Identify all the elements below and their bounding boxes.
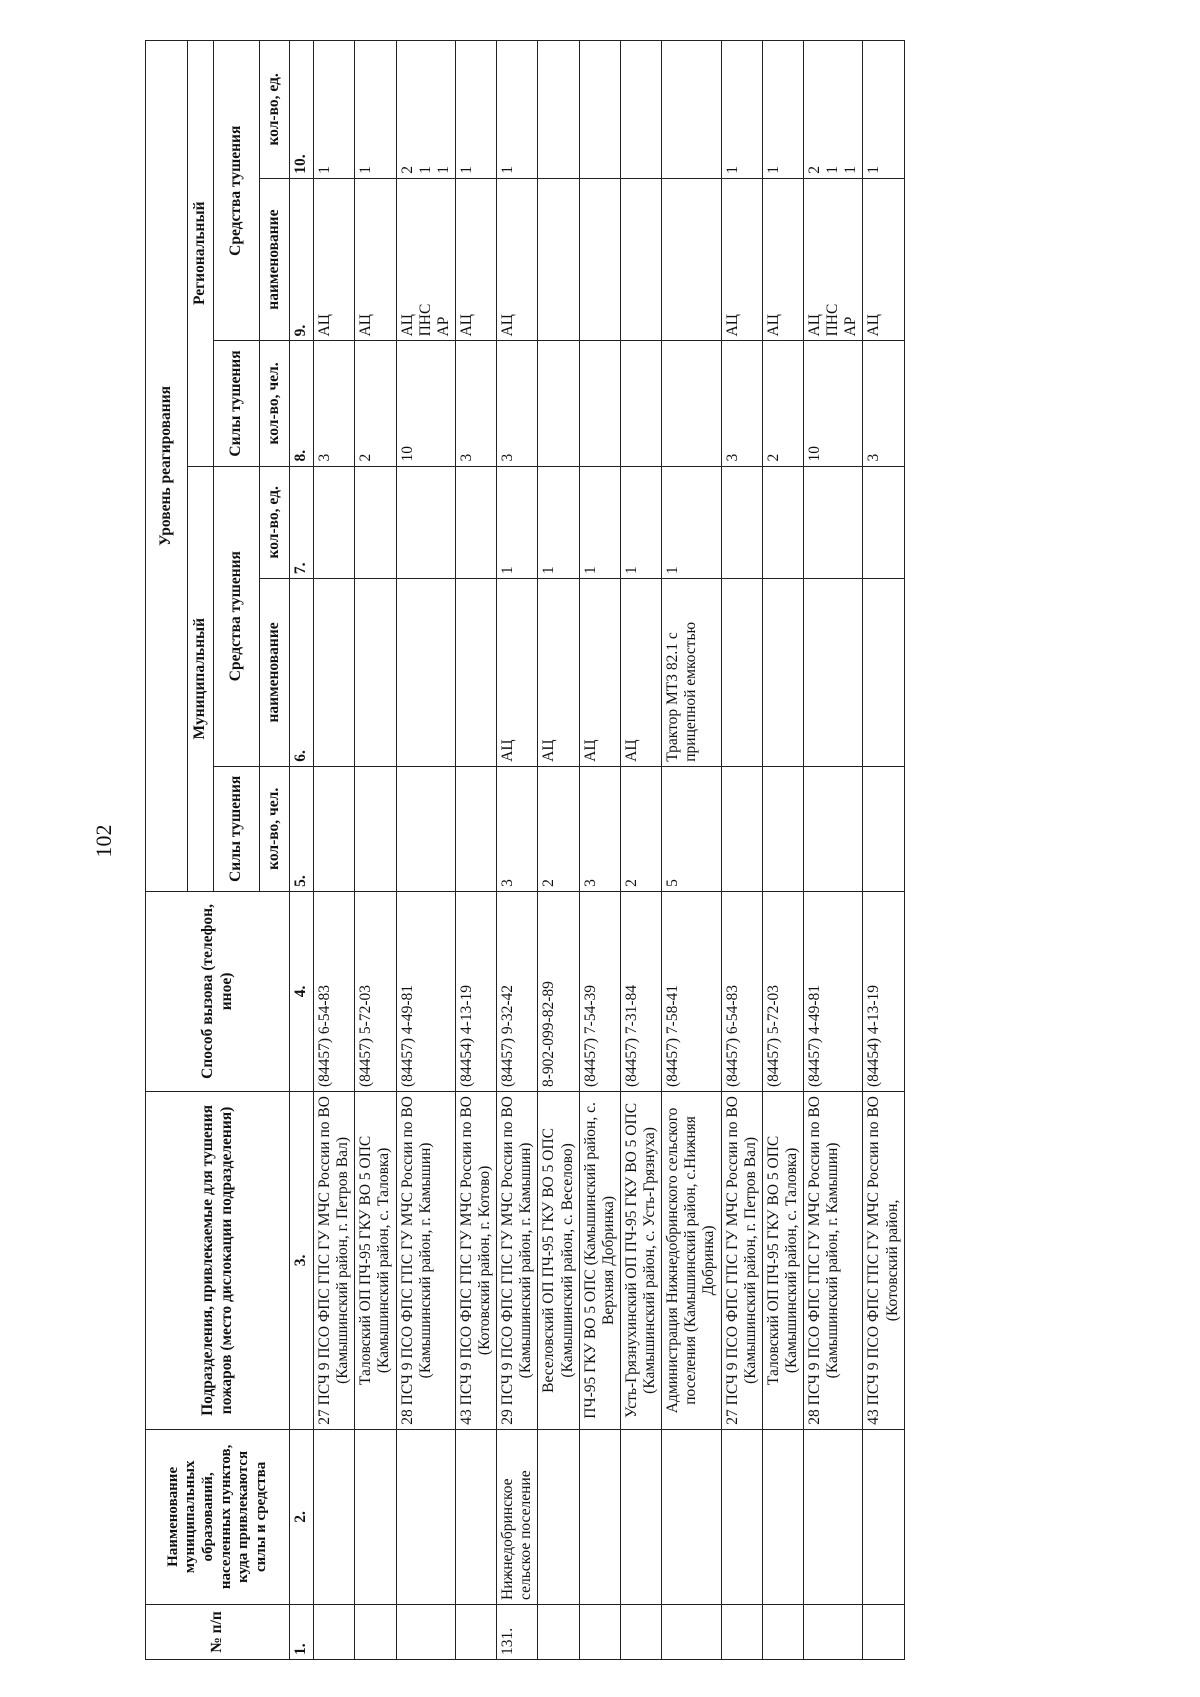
row-regional-means-qty: 1 xyxy=(721,41,762,179)
row-regional-people: 3 xyxy=(863,341,904,466)
row-municipal-means-qty xyxy=(863,466,904,579)
header-regional: Региональный xyxy=(188,41,214,467)
col-number: 6. xyxy=(290,579,314,767)
row-municipal-means-name xyxy=(314,579,355,767)
row-municipal-people xyxy=(804,766,863,891)
row-regional-means-qty: 1 xyxy=(314,41,355,179)
col-number: 9. xyxy=(290,178,314,341)
row-number xyxy=(455,1604,496,1659)
row-phone: (84454) 4-13-19 xyxy=(455,891,496,1091)
row-regional-people xyxy=(620,341,661,466)
table-row xyxy=(721,41,762,1660)
row-regional-people: 10 xyxy=(396,341,455,466)
col-number: 8. xyxy=(290,341,314,466)
row-regional-means-qty xyxy=(662,41,721,179)
row-municipal-means-name: АЦ xyxy=(538,579,579,767)
table-body xyxy=(314,41,905,1660)
row-regional-means-name xyxy=(538,178,579,341)
table-row xyxy=(620,41,661,1660)
table-row xyxy=(355,41,396,1660)
row-regional-means-name: АЦ ПНС АР xyxy=(804,178,863,341)
rotated-page xyxy=(145,40,1200,1660)
row-unit: 28 ПСЧ 9 ПСО ФПС ГПС ГУ МЧС России по ВО (Камышинский район, г. Камышин) xyxy=(804,1092,863,1430)
header-m-qty-units: кол-во, ед. xyxy=(260,466,290,579)
row-regional-people xyxy=(579,341,620,466)
row-phone: (84457) 4-49-81 xyxy=(396,891,455,1091)
row-regional-people xyxy=(538,341,579,466)
row-regional-means-qty: 1 xyxy=(863,41,904,179)
row-number xyxy=(804,1604,863,1659)
row-municipal-means-qty xyxy=(762,466,803,579)
row-regional-means-name: АЦ xyxy=(863,178,904,341)
header-r-name: наименование xyxy=(260,178,290,341)
col-number: 2. xyxy=(290,1429,314,1604)
row-number xyxy=(579,1604,620,1659)
row-phone: (84457) 5-72-03 xyxy=(762,891,803,1091)
row-municipal-means-qty xyxy=(314,466,355,579)
row-phone: (84457) 4-49-81 xyxy=(804,891,863,1091)
row-municipal-people xyxy=(455,766,496,891)
header-municipal: Муниципальный xyxy=(188,466,214,891)
row-regional-means-name: АЦ ПНС АР xyxy=(396,178,455,341)
row-municipal-means-name xyxy=(455,579,496,767)
row-municipality xyxy=(804,1429,863,1604)
row-regional-people: 3 xyxy=(314,341,355,466)
row-phone: 8-902-099-82-89 xyxy=(538,891,579,1091)
row-regional-means-qty: 1 xyxy=(497,41,538,179)
row-municipal-people: 2 xyxy=(620,766,661,891)
row-number xyxy=(314,1604,355,1659)
header-r-forces: Силы тушения xyxy=(214,341,260,466)
row-unit: Таловский ОП ПЧ-95 ГКУ ВО 5 ОПС (Камышинский район, с. Таловка) xyxy=(355,1092,396,1430)
row-phone: (84457) 7-54-39 xyxy=(579,891,620,1091)
row-regional-people: 3 xyxy=(455,341,496,466)
row-phone: (84457) 6-54-83 xyxy=(314,891,355,1091)
header-m-name: наименование xyxy=(260,579,290,767)
row-number xyxy=(721,1604,762,1659)
table-row xyxy=(863,41,904,1660)
header-response-level: Уровень реагирования xyxy=(146,41,188,892)
row-unit: Веселовский ОП ПЧ-95 ГКУ ВО 5 ОПС (Камышинский район, с. Веселово) xyxy=(538,1092,579,1430)
row-municipal-people xyxy=(314,766,355,891)
row-phone: (84454) 4-13-19 xyxy=(863,891,904,1091)
row-number xyxy=(762,1604,803,1659)
row-regional-people: 3 xyxy=(721,341,762,466)
row-municipal-people xyxy=(762,766,803,891)
col-number: 1. xyxy=(290,1604,314,1659)
row-regional-means-qty xyxy=(579,41,620,179)
row-municipality xyxy=(455,1429,496,1604)
row-regional-people: 3 xyxy=(497,341,538,466)
row-unit: 43 ПСЧ 9 ПСО ФПС ГПС ГУ МЧС России по ВО (Котовский район, xyxy=(863,1092,904,1430)
table-row xyxy=(497,41,538,1660)
col-number: 10. xyxy=(290,41,314,179)
row-municipal-means-qty: 1 xyxy=(579,466,620,579)
row-municipal-means-name xyxy=(863,579,904,767)
row-phone: (84457) 7-31-84 xyxy=(620,891,661,1091)
row-municipality xyxy=(538,1429,579,1604)
row-municipal-people xyxy=(863,766,904,891)
row-regional-means-name: АЦ xyxy=(455,178,496,341)
row-municipal-means-qty xyxy=(455,466,496,579)
row-regional-means-qty xyxy=(620,41,661,179)
row-municipal-means-name: АЦ xyxy=(497,579,538,767)
row-regional-people xyxy=(662,341,721,466)
row-unit: ПЧ-95 ГКУ ВО 5 ОПС (Камышинский район, с. Верхняя Добринка) xyxy=(579,1092,620,1430)
row-municipal-means-qty: 1 xyxy=(620,466,661,579)
table-row xyxy=(396,41,455,1660)
page-number: 102 xyxy=(91,824,116,858)
row-municipality xyxy=(396,1429,455,1604)
table-row xyxy=(804,41,863,1660)
row-phone: (84457) 6-54-83 xyxy=(721,891,762,1091)
row-municipal-means-name: АЦ xyxy=(579,579,620,767)
header-r-qty-people: кол-во, чел. xyxy=(260,341,290,466)
row-municipality xyxy=(762,1429,803,1604)
header-m-means: Средства тушения xyxy=(214,466,260,766)
row-regional-means-name: АЦ xyxy=(355,178,396,341)
row-municipality xyxy=(662,1429,721,1604)
row-number xyxy=(863,1604,904,1659)
row-regional-people: 10 xyxy=(804,341,863,466)
col-number: 5. xyxy=(290,766,314,891)
row-unit: 43 ПСЧ 9 ПСО ФПС ГПС ГУ МЧС России по ВО (Котовский район, г. Котово) xyxy=(455,1092,496,1430)
row-municipal-people: 2 xyxy=(538,766,579,891)
header-municipality: Наименование муниципальных образований, населенных пунктов, куда привлекаются силы и средства xyxy=(146,1429,290,1604)
row-regional-means-qty: 1 xyxy=(455,41,496,179)
row-municipal-means-qty xyxy=(355,466,396,579)
row-municipal-means-qty xyxy=(804,466,863,579)
row-municipality xyxy=(721,1429,762,1604)
row-municipal-people xyxy=(396,766,455,891)
row-regional-means-qty xyxy=(538,41,579,179)
row-regional-people: 2 xyxy=(762,341,803,466)
header-m-qty-people: кол-во, чел. xyxy=(260,766,290,891)
row-municipality xyxy=(863,1429,904,1604)
row-municipal-means-name xyxy=(762,579,803,767)
row-regional-means-name xyxy=(662,178,721,341)
row-municipality: Нижнедобринское сельское поселение xyxy=(497,1429,538,1604)
row-regional-means-qty: 2 1 1 xyxy=(396,41,455,179)
row-municipal-means-name xyxy=(721,579,762,767)
header-units: Подразделения, привлекаемые для тушения пожаров (место дислокации подразделения) xyxy=(146,1092,290,1430)
row-phone: (84457) 7-58-41 xyxy=(662,891,721,1091)
row-municipal-people xyxy=(355,766,396,891)
header-r-qty-units: кол-во, ед. xyxy=(260,41,290,179)
row-regional-means-name: АЦ xyxy=(721,178,762,341)
row-phone: (84457) 9-32-42 xyxy=(497,891,538,1091)
row-municipal-means-name: Трактор МТЗ 82.1 с прицепной емкостью xyxy=(662,579,721,767)
table-row xyxy=(762,41,803,1660)
row-regional-means-name xyxy=(579,178,620,341)
row-municipality xyxy=(579,1429,620,1604)
header-call-method: Способ вызова (телефон, иное) xyxy=(146,891,290,1091)
col-number: 7. xyxy=(290,466,314,579)
row-number xyxy=(396,1604,455,1659)
row-regional-means-name: АЦ xyxy=(497,178,538,341)
row-unit: Усть-Грязнухинский ОП ПЧ-95 ГКУ ВО 5 ОПС (Камышинский район, с. Усть-Грязнуха) xyxy=(620,1092,661,1430)
row-municipal-means-name xyxy=(355,579,396,767)
header-r-means: Средства тушения xyxy=(214,41,260,341)
fire-response-table xyxy=(145,40,905,1660)
row-unit: 28 ПСЧ 9 ПСО ФПС ГПС ГУ МЧС России по ВО (Камышинский район, г. Камышин) xyxy=(396,1092,455,1430)
row-municipal-means-name xyxy=(396,579,455,767)
row-unit: 29 ПСЧ 9 ПСО ФПС ГПС ГУ МЧС России по ВО (Камышинский район, г. Камышин) xyxy=(497,1092,538,1430)
row-municipality xyxy=(620,1429,661,1604)
row-municipal-people xyxy=(721,766,762,891)
row-municipal-people: 3 xyxy=(497,766,538,891)
row-municipal-means-qty: 1 xyxy=(538,466,579,579)
table-row xyxy=(314,41,355,1660)
table-row xyxy=(579,41,620,1660)
row-unit: 27 ПСЧ 9 ПСО ФПС ГПС ГУ МЧС России по ВО (Камышинский район, г. Петров Вал) xyxy=(721,1092,762,1430)
row-regional-means-name xyxy=(620,178,661,341)
row-municipal-people: 5 xyxy=(662,766,721,891)
row-regional-people: 2 xyxy=(355,341,396,466)
row-municipal-means-name xyxy=(804,579,863,767)
row-phone: (84457) 5-72-03 xyxy=(355,891,396,1091)
col-number: 3. xyxy=(290,1092,314,1430)
row-regional-means-qty: 2 1 1 xyxy=(804,41,863,179)
row-municipal-means-qty xyxy=(721,466,762,579)
row-regional-means-name: АЦ xyxy=(314,178,355,341)
row-regional-means-qty: 1 xyxy=(762,41,803,179)
col-number: 4. xyxy=(290,891,314,1091)
row-municipal-means-name: АЦ xyxy=(620,579,661,767)
row-unit: Администрация Нижнедобринского сельского поселения (Камышинский район, с.Нижняя Добринка) xyxy=(662,1092,721,1430)
row-regional-means-name: АЦ xyxy=(762,178,803,341)
row-municipal-people: 3 xyxy=(579,766,620,891)
row-number xyxy=(662,1604,721,1659)
row-municipality xyxy=(355,1429,396,1604)
row-municipal-means-qty: 1 xyxy=(662,466,721,579)
row-number xyxy=(620,1604,661,1659)
row-number xyxy=(538,1604,579,1659)
row-regional-means-qty: 1 xyxy=(355,41,396,179)
table-row xyxy=(538,41,579,1660)
row-unit: Таловский ОП ПЧ-95 ГКУ ВО 5 ОПС (Камышинский район, с. Таловка) xyxy=(762,1092,803,1430)
row-number: 131. xyxy=(497,1604,538,1659)
table-row xyxy=(662,41,721,1660)
row-unit: 27 ПСЧ 9 ПСО ФПС ГПС ГУ МЧС России по ВО (Камышинский район, г. Петров Вал) xyxy=(314,1092,355,1430)
row-municipality xyxy=(314,1429,355,1604)
header-m-forces: Силы тушения xyxy=(214,766,260,891)
row-number xyxy=(355,1604,396,1659)
table-row xyxy=(455,41,496,1660)
row-municipal-means-qty xyxy=(396,466,455,579)
row-municipal-means-qty: 1 xyxy=(497,466,538,579)
header-num: № п/п xyxy=(146,1604,290,1659)
